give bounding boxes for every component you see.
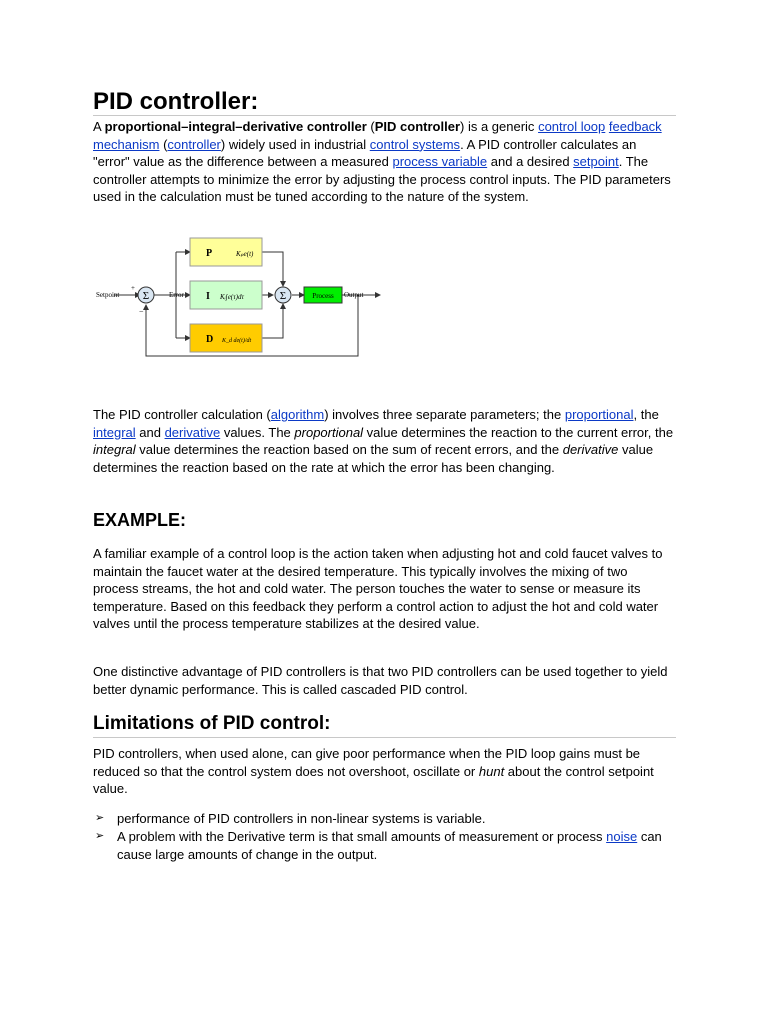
intro-text: . The controller attempts to minimize the error by adjusting the process control inputs. The PID parameters used in the calculation must be tuned according to the nature of the system. [93,154,671,205]
para-text: PID controllers, when used alone, can give poor performance when the PID loop gains must be reduced so that the control system does not overshoot, oscillate or [93,746,641,779]
example-heading: EXAMPLE: [93,510,187,530]
limitations-heading: Limitations of PID control: [93,713,331,734]
sum-symbol: Σ [279,290,287,302]
intro-text: and a desired [487,154,574,170]
intro-text: ) widely used in industrial [220,136,370,152]
minus-sign: − [139,307,144,316]
bullet-text: A problem with the Derivative term is that small amounts of measurement or process [117,829,607,844]
pid-block-diagram [96,234,386,362]
para-text: and [135,424,165,440]
intro-bold-term: PID controller [374,119,461,134]
i-block-label: I [206,291,210,302]
para-text: ) involves three separate parameters; the [324,407,565,422]
example-paragraph-1: A familiar example of a control loop is the action taken when adjusting hot and cold faucet valves to maintain the faucet water at the desired temperature. This typically involves the mixing of two process streams, the hot and cold water. The person touches the water to sense or measure its temperature. Based on this feedback they perform a control action to adjust the hot and cold water valves until the process temperature stabilizes at the desired value. [93,546,663,632]
bullet-item [95,828,677,863]
para-text: The PID controller calculation ( [93,407,271,422]
arrow-bullet-icon: ➢ [95,830,105,842]
page-title: PID controller: [93,88,259,115]
link-control-systems[interactable]: control systems [369,136,461,152]
link-derivative[interactable]: derivative [164,424,221,440]
output-label: Output [344,291,364,299]
link-setpoint[interactable]: setpoint [573,154,619,170]
error-label: Error [169,291,184,299]
intro-bold-term: proportional–integral–derivative controller [104,119,367,134]
para-italic: proportional [294,424,364,440]
para-text: about the control setpoint value. [93,763,654,797]
bullet-text: can cause large amounts of change in the output. [117,829,662,862]
para-italic: derivative [562,442,619,458]
link-control-loop[interactable]: control loop [538,119,606,134]
link-integral[interactable]: integral [93,424,136,440]
link-proportional[interactable]: proportional [564,407,634,422]
link-algorithm[interactable]: algorithm [270,407,325,422]
p-block-label: P [206,248,213,259]
title-divider [93,115,676,116]
link-process-variable[interactable]: process variable [392,154,488,170]
bullet-item [95,810,677,828]
para-text: , the [633,407,659,422]
bullet-text: performance of PID controllers in non-linear systems is variable. [117,811,486,826]
d-to-sum-line [262,304,283,338]
process-label: Process [312,292,334,300]
setpoint-label: Setpoint [96,291,120,299]
d-block-label: D [206,334,214,345]
arrow-bullet-icon: ➢ [95,812,105,824]
para-text: value determines the reaction based on the rate at which the error has been changing. [93,442,654,475]
sum-symbol: Σ [142,290,150,302]
example-paragraph-2: One distinctive advantage of PID controllers is that two PID controllers can be used together to yield better dynamic performance. This is called cascaded PID control. [93,664,668,697]
para-text: value determines the reaction based on the sum of recent errors, and the [135,442,563,458]
link-feedback-mechanism[interactable]: feedback mechanism [93,119,662,152]
d-block-expression: K_d de(t)/dt [222,338,252,344]
intro-text: ( [366,119,375,134]
limitations-paragraph [93,745,676,798]
intro-paragraph [93,118,676,206]
algorithm-paragraph [93,406,676,476]
intro-text: ( [159,136,168,152]
plus-sign: + [131,284,135,292]
p-block-expression: Kₚe(t) [236,250,254,258]
intro-text: A [93,119,105,134]
para-text: values. The [220,424,295,440]
intro-text: . A PID controller calculates an "error" value as the difference between a measured [93,136,637,170]
i-block-expression: Kᵢ∫e(τ)dτ [220,293,244,301]
para-text: value determines the reaction to the current error, the [363,424,674,440]
para-italic: integral [93,442,136,458]
link-controller[interactable]: controller [167,136,221,152]
p-to-sum-line [262,252,283,286]
limitations-divider [93,737,676,738]
para-italic: hunt [478,763,505,779]
intro-text: ) is a generic [460,119,539,134]
link-noise[interactable]: noise [606,829,638,844]
